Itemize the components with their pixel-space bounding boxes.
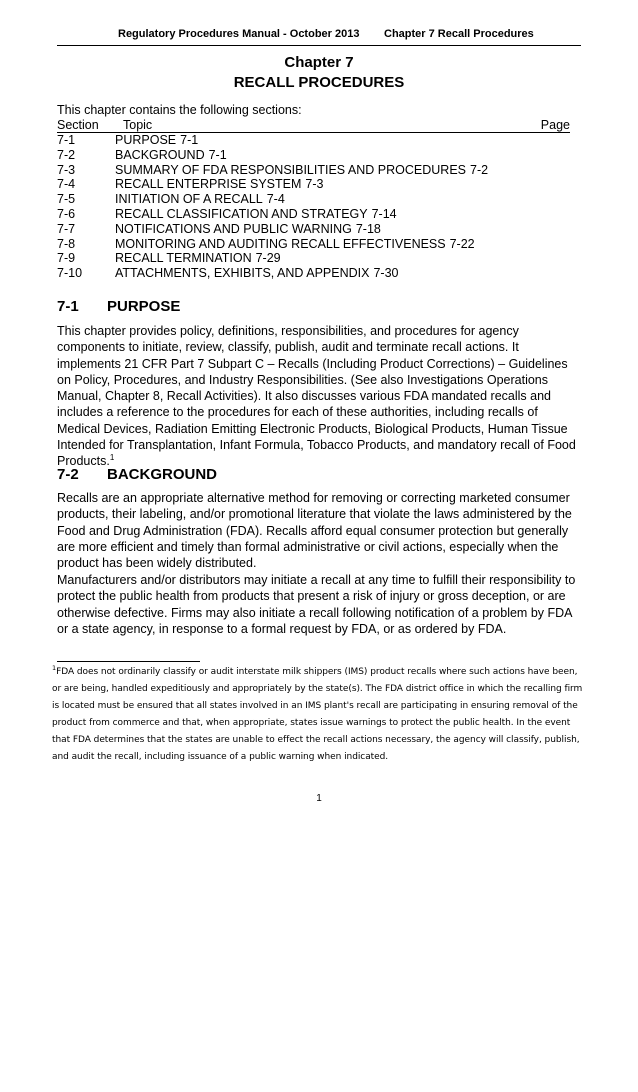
toc-topic: RECALL ENTERPRISE SYSTEM [115, 177, 302, 192]
toc-header-row [57, 118, 570, 133]
toc-section-number: 7-6 [57, 206, 76, 221]
toc-topic: BACKGROUND [115, 147, 205, 162]
toc-row [57, 192, 570, 207]
section-heading-purpose [57, 298, 180, 315]
toc-intro: This chapter contains the following sections: [57, 103, 302, 117]
footnote-text: FDA does not ordinarily classify or audit interstate milk shippers (IMS) product recalls where such actions have been, or are being, handled expeditiously and appropriately by the state(s). The FDA district office in which the recalling firm is located must be ensured that all states involved in an IMS plant's recall are participating in ensuring removal of the product from commerce and that, when appropriate, states issue warnings to protect the public health. In the event that FDA determines that the states are unable to effect the recall actions necessary, the agency will classify, publish, and audit the recall, including issuance of a public warning when indicated. [52, 667, 583, 762]
toc-section-number: 7-4 [57, 177, 76, 192]
section-number: 7-2 [57, 466, 79, 483]
chapter-name: RECALL PROCEDURES [233, 74, 405, 91]
footnote [52, 664, 584, 766]
background-paragraph-2: Manufacturers and/or distributors may initiate a recall at any time to fulfill their responsibility to protect the public health from products that present a risk of injury or gross deception, or are otherwise defective. Firms may also initiate a recall following notification of a problem by FDA or a state agency, in response to a formal request by FDA, or as ordered by FDA. [57, 573, 576, 636]
toc-page: 7-4 [266, 192, 285, 207]
toc-page: 7-1 [180, 133, 199, 147]
toc-section-number: 7-8 [57, 236, 76, 251]
toc-page: 7-22 [449, 236, 475, 251]
toc-topic: PURPOSE [115, 133, 177, 147]
background-paragraph-1: Recalls are an appropriate alternative method for removing or correcting marketed consumer products, their labeling, and/or promotional literature that violate the laws administered by the Food and Drug Administration (FDA). Recalls afford equal consumer protection but generally are more efficient and timely than formal administrative or civil actions, especially when the product has been widely distributed. [57, 491, 572, 571]
toc-col-page: Page [540, 118, 570, 132]
toc-page: 7-18 [355, 221, 381, 236]
toc-page: 7-30 [373, 266, 399, 281]
toc-topic: MONITORING AND AUDITING RECALL EFFECTIVENESS [115, 236, 446, 251]
purpose-text: This chapter provides policy, definitions, responsibilities, and procedures for agency components to initiate, review, classify, publish, audit and terminate recall actions. It implements 21 CFR Part 7 Subpart C – Recalls (Including Product Corrections) – Guidelines on Policy, Procedures, and Industry Responsibilities. (See also Investigations Operations Manual, Chapter 8, Recall Activities). It also discusses various FDA mandated recalls and includes a reference to the procedures for each of these authorities, including recalls of Medical Devices, Radiation Emitting Electronic Products, Biological Products, Human Tissue Intended for Transplantation, Infant Formula, Tobacco Products, and mandatory recall of Food Products. [57, 324, 576, 469]
toc-col-topic: Topic [123, 118, 153, 132]
toc-section-number: 7-10 [57, 266, 83, 281]
table-of-contents [57, 118, 570, 281]
toc-page: 7-1 [208, 147, 227, 162]
header-rule [57, 45, 581, 46]
toc-section-number: 7-7 [57, 221, 76, 236]
toc-row [57, 148, 570, 163]
toc-topic: RECALL TERMINATION [115, 251, 252, 266]
section-title: BACKGROUND [107, 466, 217, 483]
toc-page: 7-14 [371, 206, 397, 221]
toc-section-number: 7-9 [57, 251, 76, 266]
section-heading-background [57, 466, 217, 483]
toc-col-section: Section [57, 118, 99, 132]
purpose-paragraph [57, 323, 582, 470]
toc-section-number: 7-3 [57, 162, 76, 177]
footnote-rule [57, 661, 200, 662]
toc-topic: NOTIFICATIONS AND PUBLIC WARNING [115, 221, 352, 236]
toc-page: 7-29 [255, 251, 281, 266]
section-number: 7-1 [57, 298, 79, 315]
footnote-reference: 1 [109, 453, 115, 463]
toc-section-number: 7-2 [57, 147, 76, 162]
toc-topic: ATTACHMENTS, EXHIBITS, AND APPENDIX [115, 266, 370, 281]
toc-page: 7-3 [305, 177, 324, 192]
toc-row [57, 133, 570, 148]
toc-section-number: 7-1 [57, 133, 76, 147]
toc-topic: RECALL CLASSIFICATION AND STRATEGY [115, 206, 368, 221]
toc-topic: INITIATION OF A RECALL [115, 192, 263, 207]
toc-section-number: 7-5 [57, 192, 76, 207]
header-manual-title: Regulatory Procedures Manual - October 2013 [118, 28, 360, 40]
chapter-number: Chapter 7 [284, 54, 354, 71]
section-title: PURPOSE [107, 298, 181, 315]
footnote-mark: 1 [52, 664, 57, 672]
toc-row [57, 177, 570, 192]
header-chapter-title: Chapter 7 Recall Procedures [384, 28, 534, 40]
toc-page: 7-2 [470, 162, 489, 177]
toc-row [57, 251, 570, 266]
page-number: 1 [316, 793, 322, 804]
chapter-title [0, 53, 638, 93]
toc-topic: SUMMARY OF FDA RESPONSIBILITIES AND PROCEDURES [115, 162, 467, 177]
